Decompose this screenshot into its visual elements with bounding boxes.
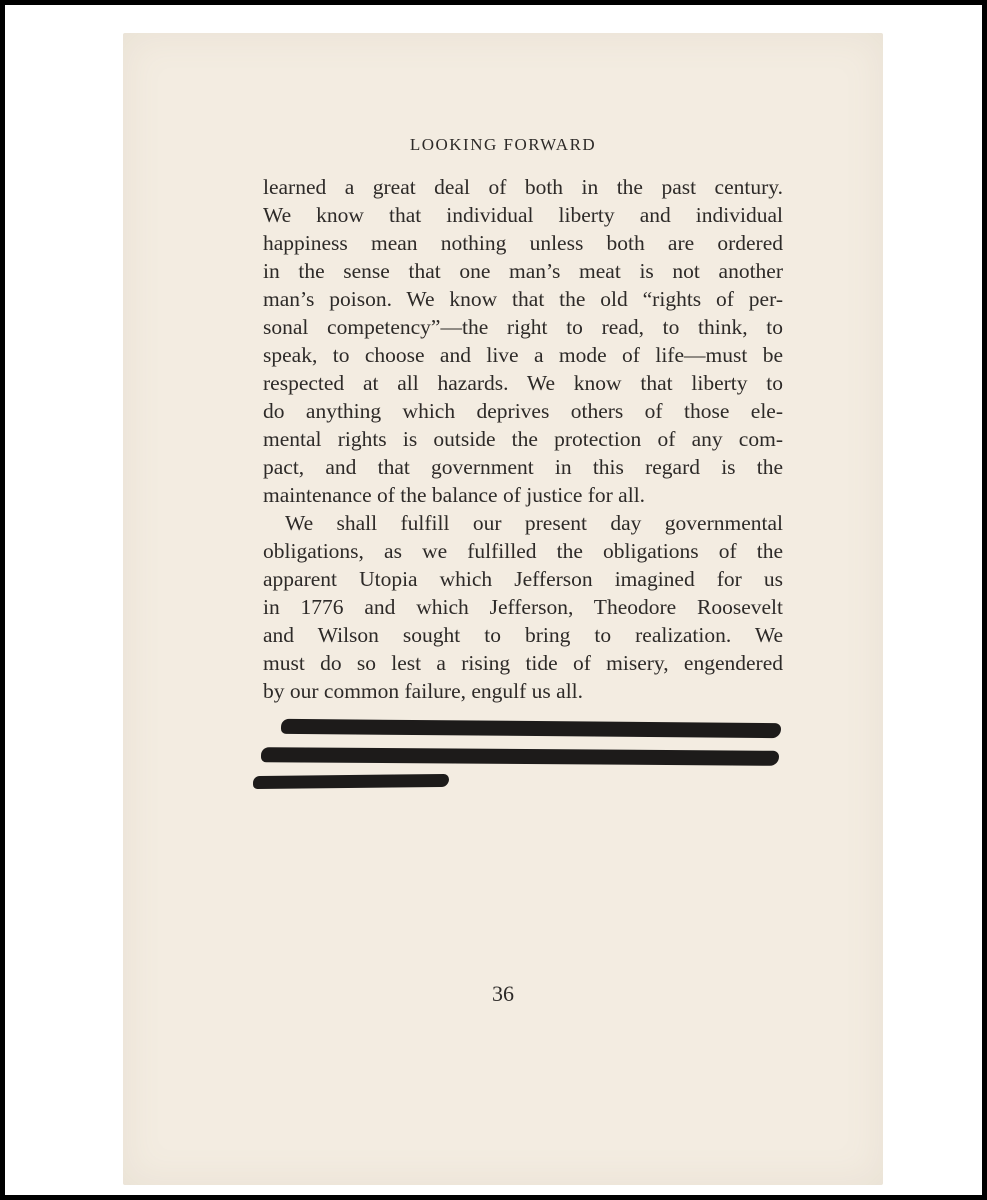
text-line: obligations, as we fulfilled the obligations of the <box>263 539 783 563</box>
text-line: do anything which deprives others of those ele- <box>263 399 783 423</box>
text-line: happiness mean nothing unless both are ordered <box>263 231 783 255</box>
text-line: We shall fulfill our present day governmental <box>285 511 783 535</box>
text-line: apparent Utopia which Jefferson imagined for us <box>263 567 783 591</box>
text-line: by our common failure, engulf us all. <box>263 679 584 703</box>
text-line: in 1776 and which Jefferson, Theodore Roosevelt <box>263 595 783 619</box>
text-line: must do so lest a rising tide of misery, engendered <box>263 651 783 675</box>
running-head: LOOKING FORWARD <box>409 135 597 154</box>
page-number: 36 <box>492 981 514 1006</box>
text-line: respected at all hazards. We know that liberty to <box>263 371 783 395</box>
redaction-mark <box>253 774 449 789</box>
text-line: learned a great deal of both in the past century. <box>263 175 783 199</box>
text-line: mental rights is outside the protection of any com- <box>263 427 783 451</box>
text-line: sonal competency”—the right to read, to think, to <box>263 315 783 339</box>
text-line: maintenance of the balance of justice for all. <box>263 483 646 507</box>
text-line: speak, to choose and live a mode of life—must be <box>263 343 783 367</box>
text-line: We know that individual liberty and individual <box>263 203 783 227</box>
redaction-mark <box>261 747 779 766</box>
text-line: pact, and that government in this regard is the <box>263 455 783 479</box>
book-page <box>123 33 883 1185</box>
body-text <box>263 173 783 705</box>
text-line: man’s poison. We know that the old “rights of per- <box>263 287 783 311</box>
redacted-passage <box>253 719 793 799</box>
redaction-mark <box>281 719 781 738</box>
text-line: in the sense that one man’s meat is not another <box>263 259 783 283</box>
text-line: and Wilson sought to bring to realization. We <box>263 623 783 647</box>
